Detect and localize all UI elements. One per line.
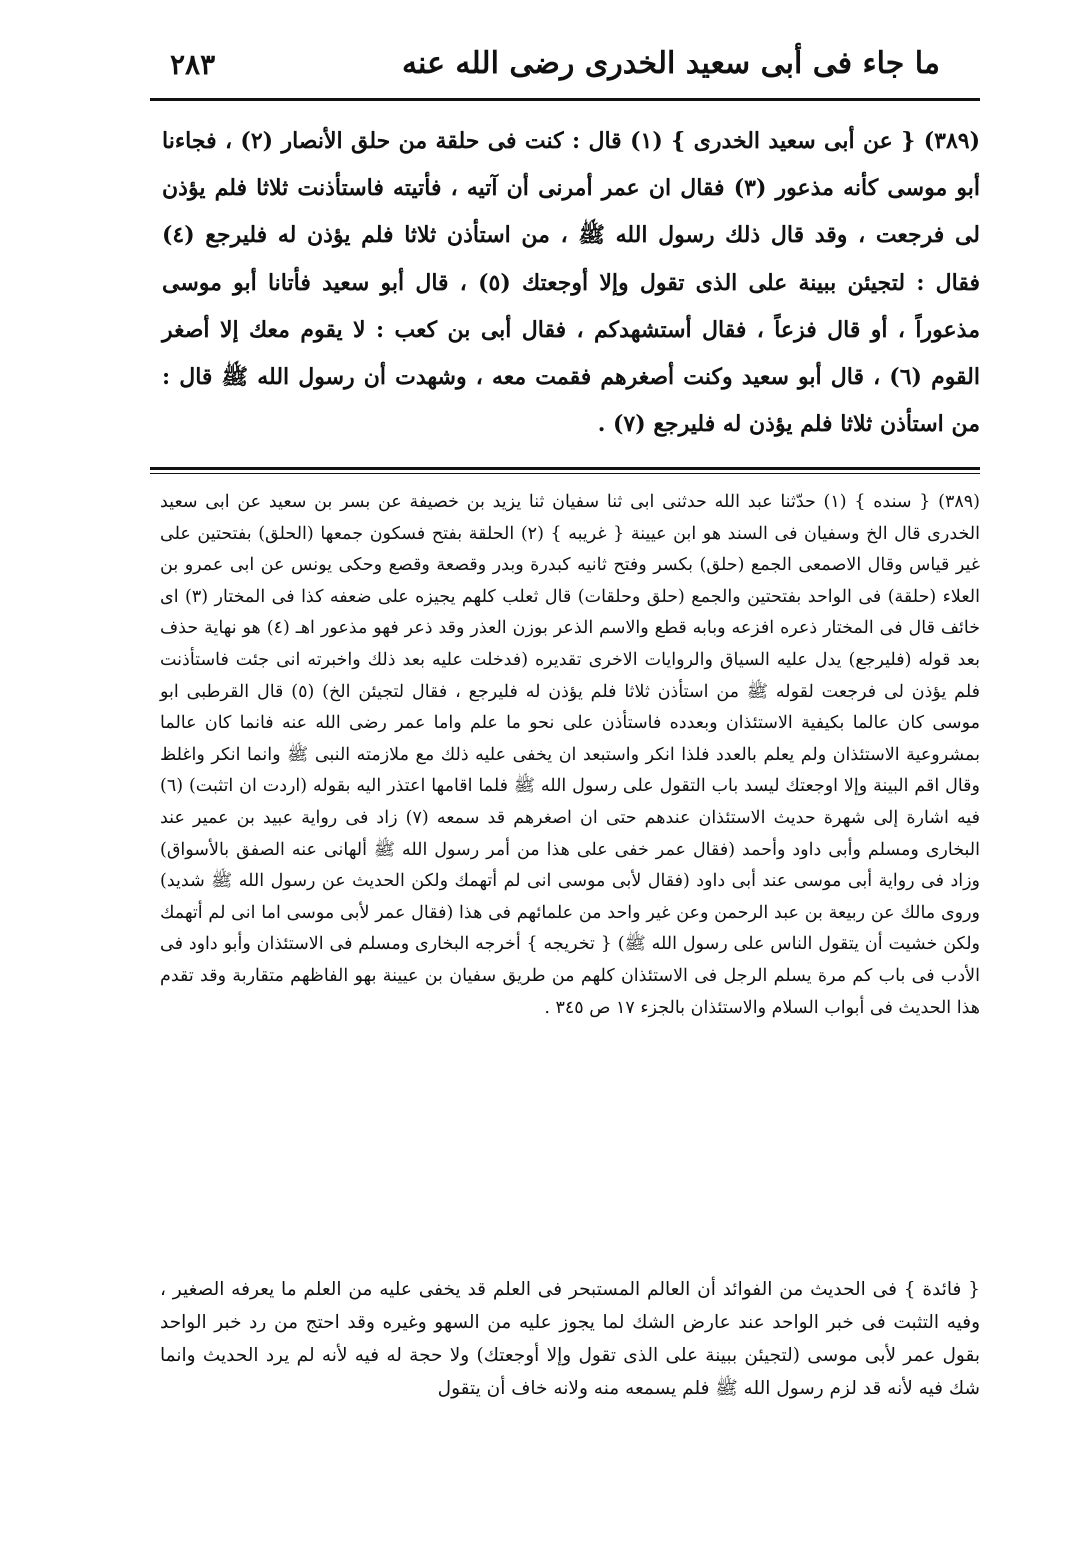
page-header xyxy=(150,40,940,90)
footnote-commentary xyxy=(160,487,980,1024)
commentary-paragraph: (٣٨٩) { سنده } (١) حدّثنا عبد الله حدثنى ابى ثنا سفيان ثنا يزيد بن خصيفة عن بسر بن سعيد عن ابى سعيد الخدرى قال الخ وسفيان فى السند هو ابن عيينة { غريبه } (٢) الحلقة بفتح فسكون جمعها (الحلق) بفتحتين على غير قياس وقال الاصمعى الجمع (حلق) بكسر وفتح ثانيه كبدرة وبدر وقصعة وقصع وحكى يونس عن ابى عمرو بن العلاء (حلقة) فى الواحد بفتحتين والجمع (حلق وحلقات) قال ثعلب كلهم يجيزه على ضعفه كذا فى المختار (٣) اى خائف قال فى المختار ذعره افزعه وبابه قطع والاسم الذعر بوزن العذر وقد ذعر فهو مذعور اهـ (٤) هو نهاية حذف بعد قوله (فليرجع) يدل عليه السياق والروايات الاخرى تقديره (فدخلت عليه بعد ذلك واخبرته انى جئت فاستأذنت فلم يؤذن لى فرجعت لقوله ﷺ من استأذن ثلاثا فلم يؤذن له فليرجع ، فقال لتجيئن الخ) (٥) قال القرطبى ابو موسى كان عالما بكيفية الاستئذان وبعدده فاستأذن على نحو ما علم واما عمر رضى الله عنه فانما كان عالما بمشروعية الاستئذان ولم يعلم بالعدد فلذا انكر واستبعد ان يخفى عليه ذلك مع ملازمته النبى ﷺ وانما انكر واغلظ وقال اقم البينة وإلا اوجعتك ليسد باب التقول على رسول الله ﷺ فلما اقامها اعتذر اليه بقوله (اردت ان اتثبت) (٦) فيه اشارة إلى شهرة حديث الاستئذان عندهم حتى ان اصغرهم قد سمعه (٧) زاد فى رواية عبيد بن عمير عند البخارى ومسلم وأبى داود وأحمد (فقال عمر خفى على هذا من أمر رسول الله ﷺ ألهانى عنه الصفق بالأسواق) وزاد فى رواية أبى موسى عند أبى داود (فقال لأبى موسى انى لم أتهمك ولكن الحديث عن رسول الله ﷺ شديد) وروى مالك عن ربيعة بن عبد الرحمن وعن غير واحد من علمائهم فى هذا (فقال عمر لأبى موسى اما انى لم أتهمك ولكن خشيت أن يتقول الناس على رسول الله ﷺ) { تخريجه } أخرجه البخارى ومسلم فى الاستئذان وأبو داود فى الأدب فى باب كم مرة يسلم الرجل فى الاستئذان كلهم من طريق سفيان بن عيينة بهو الفاظهم متقاربة وقد تقدم هذا الحديث فى أبواب السلام والاستئذان بالجزء ١٧ ص ٣٤٥ . xyxy=(160,492,981,1018)
page-number: ٢٨٣ xyxy=(170,48,216,81)
hadith-text xyxy=(162,118,980,448)
benefit-paragraph: { فائدة } فى الحديث من الفوائد أن العالم المستبحر فى العلم قد يخفى عليه من العلم ما يعرفه الصغير ، وفيه التثبت فى خبر الواحد عند عارض الشك لما يجوز عليه من السهو وغيره وقد احتج من رد خبر الواحد بقول عمر لأبى موسى (لتجيئن ببينة على الذى تقول وإلا أوجعتك) ولا حجة له فيه لأنه لم يرد الحديث وانما شك فيه لأنه قد لزم رسول الله ﷺ فلم يسمعه منه ولانه خاف أن يتقول xyxy=(160,1279,980,1399)
section-divider-thin xyxy=(150,473,980,474)
benefit-note xyxy=(160,1273,980,1405)
hadith-paragraph: (٣٨٩) { عن أبى سعيد الخدرى } (١) قال : كنت فى حلقة من حلق الأنصار (٢) ، فجاءنا أبو موسى كأنه مذعور (٣) فقال ان عمر أمرنى أن آتيه ، فأتيته فاستأذنت ثلاثا فلم يؤذن لى فرجعت ، وقد قال ذلك رسول الله ﷺ ، من استأذن ثلاثا فلم يؤذن له فليرجع (٤) فقال : لتجيئن ببينة على الذى تقول وإلا أوجعتك (٥) ، قال أبو سعيد فأتانا أبو موسى مذعوراً ، أو قال فزعاً ، فقال أستشهدكم ، فقال أبى بن كعب : لا يقوم معك إلا أصغر القوم (٦) ، قال أبو سعيد وكنت أصغرهم فقمت معه ، وشهدت أن رسول الله ﷺ قال : من استأذن ثلاثا فلم يؤذن له فليرجع (٧) . xyxy=(162,128,981,438)
section-divider-thick xyxy=(150,467,980,470)
running-title: ما جاء فى أبى سعيد الخدرى رضى الله عنه xyxy=(401,46,940,81)
header-rule xyxy=(150,98,980,101)
